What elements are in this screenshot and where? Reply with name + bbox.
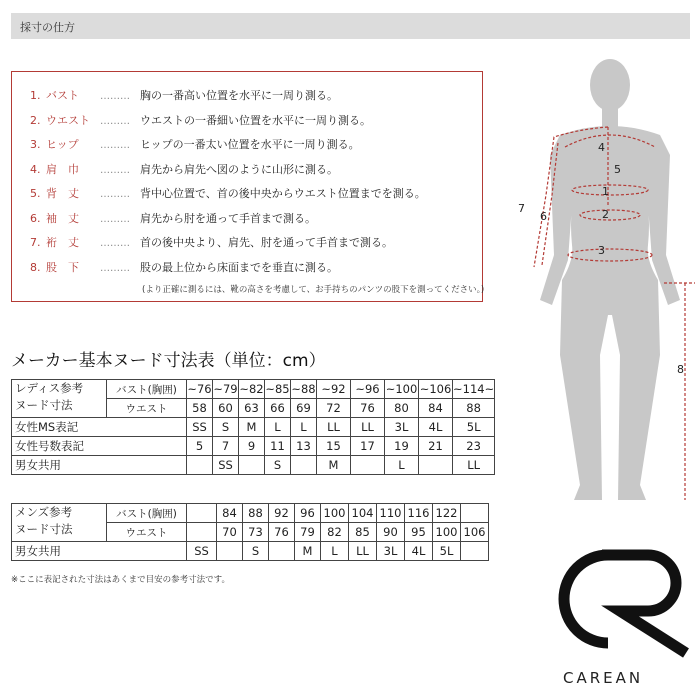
body-figure: [520, 55, 700, 515]
mens-bust-cell: 96: [295, 504, 321, 523]
mens-waist-cell: 100: [433, 523, 461, 542]
brand-name: CAREAN: [563, 669, 644, 687]
measurement-dots: ………: [100, 140, 130, 151]
ladies-nums-cell: 13: [291, 437, 317, 456]
logo-r: [602, 555, 686, 653]
ladies-label-line2: ヌード寸法: [15, 398, 73, 412]
ladies-nums-cell: 23: [453, 437, 495, 456]
ladies-bust-cell: ~114~: [453, 380, 495, 399]
mens-bust-cell: 84: [217, 504, 243, 523]
mens-waist-cell: 79: [295, 523, 321, 542]
mens-unisex-cell: LL: [349, 542, 377, 561]
mens-label-cell: [12, 504, 107, 542]
label-waist: 2: [602, 208, 609, 221]
mens-waist-cell: 90: [377, 523, 405, 542]
ladies-ms-cell: 3L: [385, 418, 419, 437]
ladies-ms-cell: SS: [187, 418, 213, 437]
logo-c: [564, 555, 608, 643]
mens-bust-cell: 100: [321, 504, 349, 523]
ladies-unisex-cell: [291, 456, 317, 475]
label-hip: 3: [598, 244, 605, 257]
measurement-term: バスト: [46, 89, 79, 102]
measurement-desc: 肩先から肩先へ図のように山形に測る。: [140, 162, 338, 176]
measurement-number: 7.: [30, 236, 41, 249]
ladies-waist-cell: 84: [419, 399, 453, 418]
label-yuki: 7: [518, 202, 525, 215]
measurement-item: [30, 210, 316, 228]
measurement-term: 肩 巾: [46, 162, 79, 176]
mens-bust-label: バスト(胸囲): [107, 504, 187, 523]
section-title: 採寸の仕方: [20, 21, 75, 34]
ladies-ms-cell: 5L: [453, 418, 495, 437]
ladies-unisex-cell: S: [265, 456, 291, 475]
mens-bust-cell: 116: [405, 504, 433, 523]
measurement-number: 4.: [30, 162, 41, 176]
ladies-bust-cell: ~96: [351, 380, 385, 399]
ladies-unisex-cell: [419, 456, 453, 475]
ladies-waist-cell: 58: [187, 399, 213, 418]
ladies-label-line1: レディス参考: [15, 381, 84, 395]
ladies-ms-cell: L: [265, 418, 291, 437]
measurement-desc: 股の最上位から床面までを垂直に測る。: [140, 260, 338, 274]
measurement-number: 8.: [30, 260, 41, 274]
measurement-item: [30, 87, 338, 105]
measurement-desc: 肩先から肘を通って手首まで測る。: [140, 211, 316, 225]
ladies-waist-cell: 69: [291, 399, 317, 418]
ladies-ms-cell: L: [291, 418, 317, 437]
ladies-unisex-cell: L: [385, 456, 419, 475]
measurement-item: [30, 185, 426, 203]
measurement-item: [30, 136, 360, 154]
measurement-term: 股 下: [46, 260, 79, 274]
ladies-waist-cell: 76: [351, 399, 385, 418]
mens-waist-cell: 95: [405, 523, 433, 542]
measurement-term: ウエスト: [46, 113, 90, 127]
ladies-ms-cell: S: [213, 418, 239, 437]
mens-waist-cell: 106: [461, 523, 489, 542]
ladies-nums-cell: 17: [351, 437, 385, 456]
mens-unisex-label: 男女共用: [12, 542, 187, 561]
ladies-nums-cell: 19: [385, 437, 419, 456]
mens-bust-cell: 110: [377, 504, 405, 523]
measurement-term: 裄 丈: [46, 236, 79, 249]
measurement-number: 5.: [30, 187, 41, 200]
ladies-nums-cell: 9: [239, 437, 265, 456]
ladies-label-cell: [12, 380, 107, 418]
measurement-desc: ヒップの一番太い位置を水平に一周り測る。: [140, 138, 360, 151]
measurement-desc: ウエストの一番細い位置を水平に一周り測る。: [140, 113, 371, 127]
measurement-dots: ………: [100, 91, 130, 102]
measurement-note: (より正確に測るには、靴の高さを考慮して、お手持ちのパンツの股下を測ってください。): [142, 285, 485, 295]
section-header: [11, 13, 690, 39]
mens-bust-cell: 104: [349, 504, 377, 523]
ladies-nums-cell: 7: [213, 437, 239, 456]
mens-bust-cell: 92: [269, 504, 295, 523]
label-bust: 1: [602, 185, 609, 198]
label-sleeve: 6: [540, 210, 547, 223]
measurement-number: 2.: [30, 113, 41, 127]
mens-waist-cell: 76: [269, 523, 295, 542]
mens-label-line2: ヌード寸法: [15, 522, 73, 536]
ladies-unisex-cell: [187, 456, 213, 475]
measurement-number: 3.: [30, 138, 41, 151]
unisex-label: 男女共用: [12, 456, 187, 475]
measurement-item: [30, 161, 338, 179]
measurement-number: 1.: [30, 89, 41, 102]
measurement-item: [30, 259, 338, 277]
ladies-bust-cell: ~76: [187, 380, 213, 399]
ladies-waist-cell: 72: [317, 399, 351, 418]
mens-bust-cell: 88: [243, 504, 269, 523]
mens-unisex-cell: M: [295, 542, 321, 561]
mens-label-line1: メンズ参考: [15, 505, 73, 519]
ladies-waist-cell: 66: [265, 399, 291, 418]
footnote: ※ここに表記された寸法はあくまで目安の参考寸法です。: [11, 575, 230, 585]
size-table-title: メーカー基本ヌード寸法表（単位：cm）: [11, 351, 326, 371]
ladies-nums-cell: 11: [265, 437, 291, 456]
ladies-bust-cell: ~100: [385, 380, 419, 399]
mens-unisex-cell: [461, 542, 489, 561]
ladies-bust-cell: ~85: [265, 380, 291, 399]
mens-bust-cell: 122: [433, 504, 461, 523]
mens-waist-label: ウエスト: [107, 523, 187, 542]
label-inseam: 8: [677, 363, 684, 376]
ladies-bust-cell: ~79: [213, 380, 239, 399]
ladies-nums-cell: 15: [317, 437, 351, 456]
ladies-nums-cell: 5: [187, 437, 213, 456]
num-label: 女性号数表記: [12, 437, 187, 456]
ladies-ms-cell: 4L: [419, 418, 453, 437]
mens-bust-cell: [461, 504, 489, 523]
brand-logo: [550, 535, 700, 685]
ladies-bust-cell: ~88: [291, 380, 317, 399]
mens-size-table: [11, 503, 489, 561]
measurement-term: 袖 丈: [46, 211, 79, 225]
mens-unisex-cell: S: [243, 542, 269, 561]
ladies-ms-cell: M: [239, 418, 265, 437]
measurement-dots: ………: [100, 262, 130, 274]
ladies-nums-cell: 21: [419, 437, 453, 456]
label-back-length: 5: [614, 163, 621, 176]
ladies-bust-cell: ~106: [419, 380, 453, 399]
label-shoulder: 4: [598, 141, 605, 154]
mens-unisex-cell: L: [321, 542, 349, 561]
ladies-waist-cell: 88: [453, 399, 495, 418]
measurement-number: 6.: [30, 211, 41, 225]
ladies-bust-cell: ~82: [239, 380, 265, 399]
measurement-desc: 首の後中央より、肩先、肘を通って手首まで測る。: [140, 236, 393, 249]
measurement-desc: 背中心位置で、首の後中央からウエスト位置までを測る。: [140, 187, 426, 200]
ms-label: 女性MS表記: [12, 418, 187, 437]
ladies-unisex-cell: [351, 456, 385, 475]
ladies-unisex-cell: LL: [453, 456, 495, 475]
measurement-term: ヒップ: [46, 138, 79, 151]
mens-unisex-cell: 3L: [377, 542, 405, 561]
measurement-item: [30, 112, 371, 130]
measurement-guide: [11, 71, 483, 302]
mens-waist-cell: 85: [349, 523, 377, 542]
mens-bust-cell: [187, 504, 217, 523]
measurement-dots: ………: [100, 213, 130, 225]
measurement-term: 背 丈: [46, 187, 79, 200]
mens-waist-cell: [187, 523, 217, 542]
ladies-unisex-cell: SS: [213, 456, 239, 475]
ladies-waist-cell: 60: [213, 399, 239, 418]
waist-label: ウエスト: [107, 399, 187, 418]
mens-unisex-cell: SS: [187, 542, 217, 561]
measurement-dots: ………: [100, 164, 130, 176]
ladies-unisex-cell: [239, 456, 265, 475]
mens-unisex-cell: 4L: [405, 542, 433, 561]
ladies-ms-cell: LL: [351, 418, 385, 437]
ladies-waist-cell: 80: [385, 399, 419, 418]
mens-waist-cell: 73: [243, 523, 269, 542]
measurement-dots: ………: [100, 115, 130, 127]
ladies-ms-cell: LL: [317, 418, 351, 437]
body-silhouette: [540, 59, 680, 500]
mens-unisex-cell: [269, 542, 295, 561]
mens-waist-cell: 70: [217, 523, 243, 542]
measurement-dots: ………: [100, 189, 130, 200]
ladies-size-table: [11, 379, 495, 475]
ladies-bust-cell: ~92: [317, 380, 351, 399]
measurement-desc: 胸の一番高い位置を水平に一周り測る。: [140, 89, 338, 102]
ladies-unisex-cell: M: [317, 456, 351, 475]
bust-label: バスト(胸囲): [107, 380, 187, 399]
mens-unisex-cell: [217, 542, 243, 561]
mens-waist-cell: 82: [321, 523, 349, 542]
measurement-dots: ………: [100, 238, 130, 249]
ladies-waist-cell: 63: [239, 399, 265, 418]
mens-unisex-cell: 5L: [433, 542, 461, 561]
measurement-item: [30, 234, 393, 252]
